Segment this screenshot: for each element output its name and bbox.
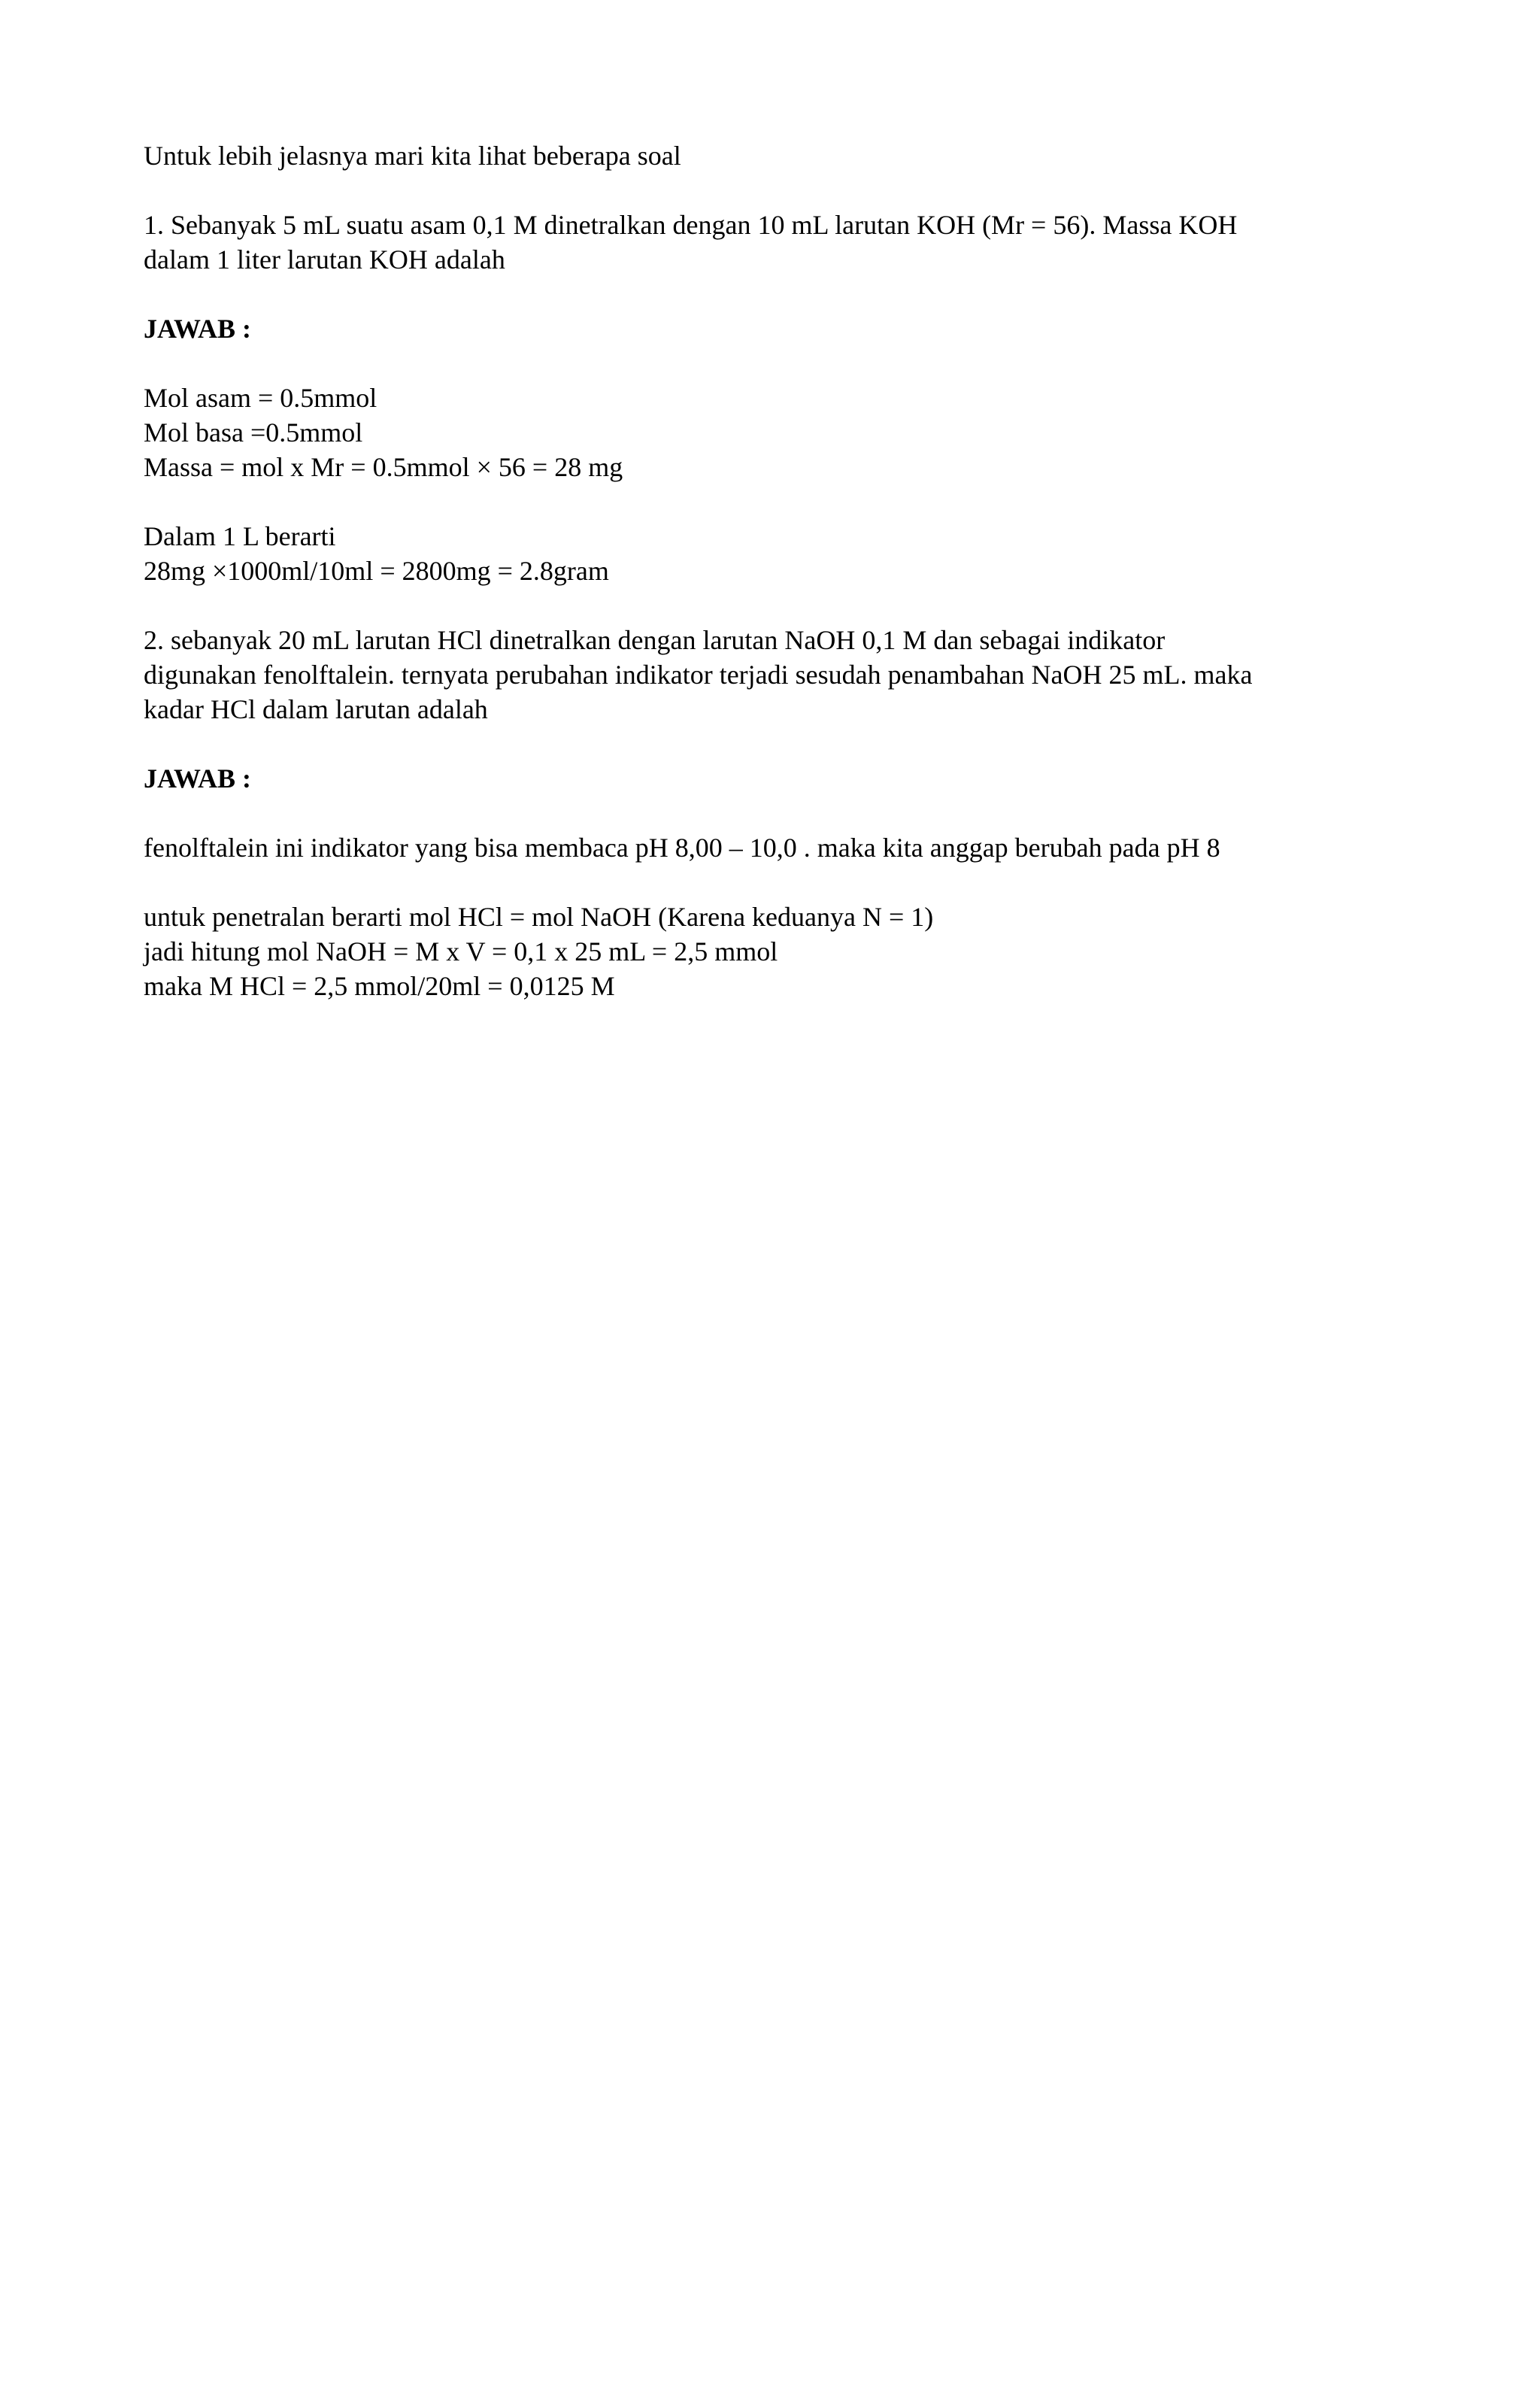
question-1-line-2: dalam 1 liter larutan KOH adalah [144, 244, 505, 275]
question-1-line-1: 1. Sebanyak 5 mL suatu asam 0,1 M dinetralkan dengan 10 mL larutan KOH (Mr = 56). Massa KOH [144, 210, 1238, 240]
intro-line: Untuk lebih jelasnya mari kita lihat beberapa soal [144, 141, 681, 171]
answer-1-conclusion-line-2: 28mg ×1000ml/10ml = 2800mg = 2.8gram [144, 556, 609, 586]
answer-label-2-text: JAWAB : [144, 763, 252, 793]
answer-2-calc-line-1: untuk penetralan berarti mol HCl = mol NaOH (Karena keduanya N = 1) [144, 902, 934, 932]
answer-2-calc-line-3: maka M HCl = 2,5 mmol/20ml = 0,0125 M [144, 971, 615, 1001]
answer-label-2 [144, 761, 1377, 796]
intro-text [144, 138, 1377, 173]
answer-1-calc-line-3: Massa = mol x Mr = 0.5mmol × 56 = 28 mg [144, 452, 623, 482]
answer-2-calc-line-2: jadi hitung mol NaOH = M x V = 0,1 x 25 mL = 2,5 mmol [144, 936, 778, 966]
answer-1-conclusion [144, 519, 1377, 588]
question-1 [144, 208, 1377, 277]
answer-2-note [144, 830, 1377, 865]
answer-1-calc-line-1: Mol asam = 0.5mmol [144, 383, 377, 413]
answer-label-1-text: JAWAB : [144, 314, 252, 344]
answer-1-calculation [144, 381, 1377, 484]
question-2-line-2: digunakan fenolftalein. ternyata perubahan indikator terjadi sesudah penambahan NaOH 25 mL. maka [144, 660, 1253, 690]
answer-label-1 [144, 311, 1377, 346]
answer-2-calculation [144, 900, 1377, 1003]
document-body [144, 138, 1377, 1038]
question-2-line-3: kadar HCl dalam larutan adalah [144, 694, 488, 724]
answer-2-note-line: fenolftalein ini indikator yang bisa membaca pH 8,00 – 10,0 . maka kita anggap berubah pada pH 8 [144, 833, 1220, 863]
answer-1-conclusion-line-1: Dalam 1 L berarti [144, 521, 336, 551]
question-2 [144, 623, 1377, 727]
question-2-line-1: 2. sebanyak 20 mL larutan HCl dinetralkan dengan larutan NaOH 0,1 M dan sebagai indikator [144, 625, 1166, 655]
answer-1-calc-line-2: Mol basa =0.5mmol [144, 417, 363, 448]
